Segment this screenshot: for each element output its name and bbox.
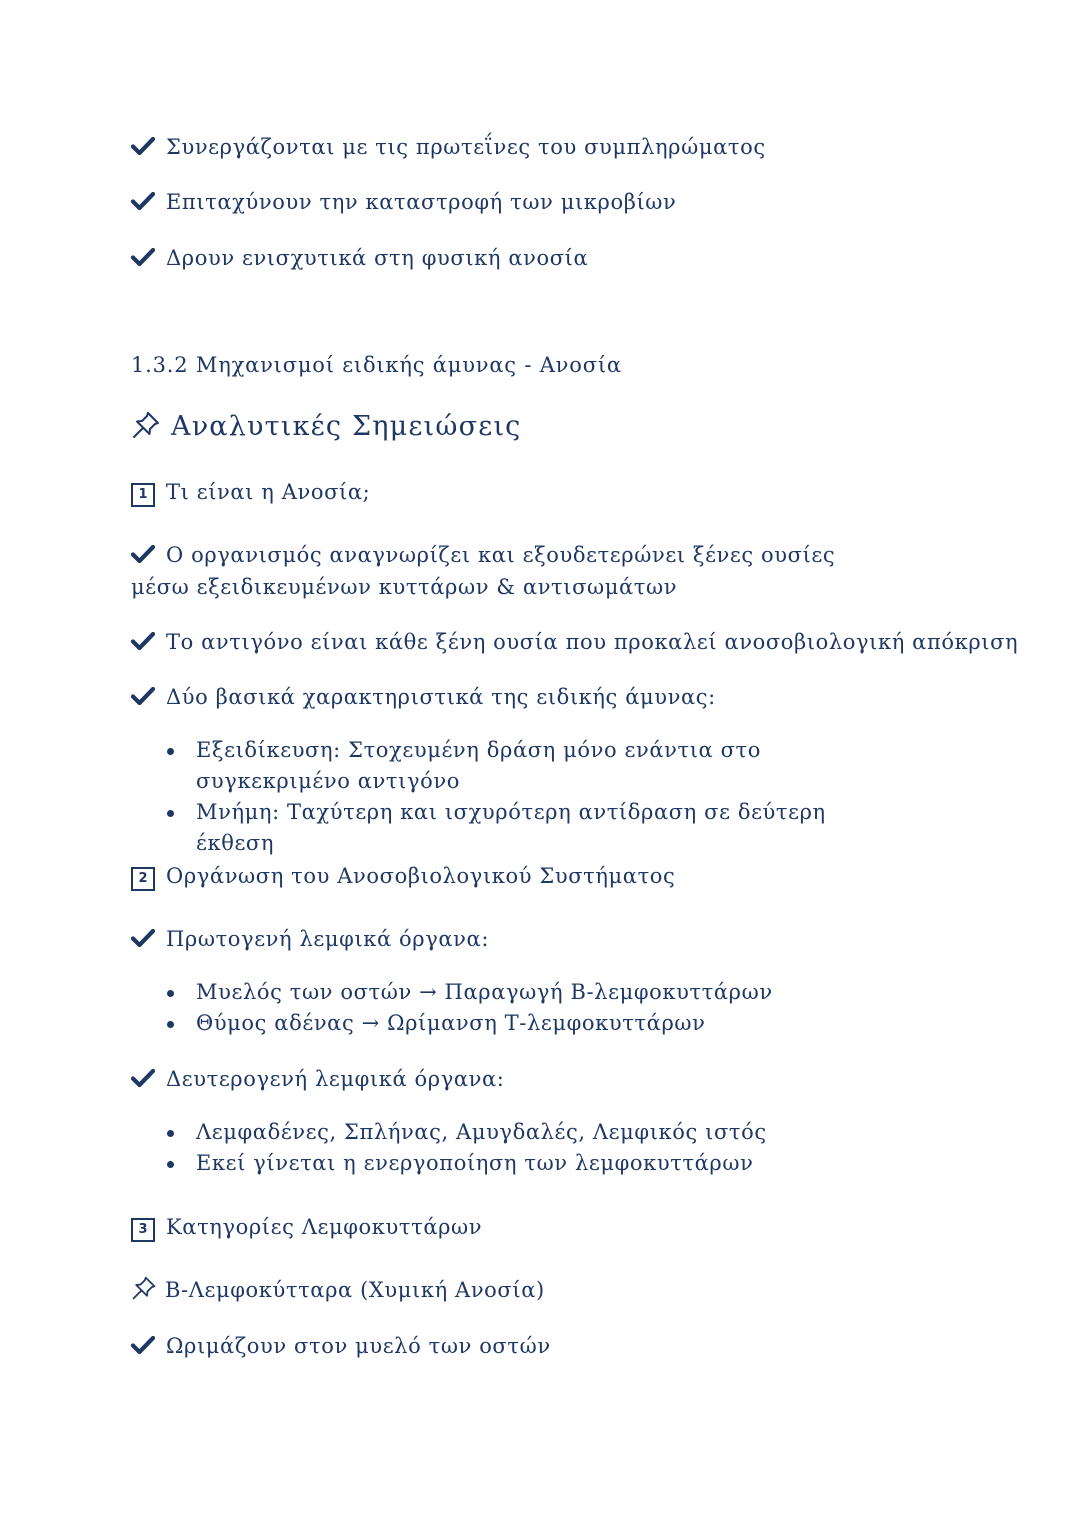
check-mark-icon: [131, 631, 155, 651]
check-item: Πρωτογενή λεμφικά όργανα:: [131, 923, 1020, 955]
list-item: Θύμος αδένας → Ωρίμανση Τ-λεμφοκυττάρων: [160, 1008, 880, 1039]
pushpin-icon: [131, 1275, 157, 1301]
keycap-number-icon: 2: [131, 867, 155, 891]
list-item: Μνήμη: Ταχύτερη και ισχυρότερη αντίδραση σε δεύτερη έκθεση: [160, 797, 880, 859]
keycap-number-icon: 1: [131, 483, 155, 507]
check-mark-icon: [131, 928, 155, 948]
check-item: Δύο βασικά χαρακτηριστικά της ειδικής άμυνας:: [131, 681, 1020, 713]
check-item: Ωριμάζουν στον μυελό των οστών: [131, 1330, 1020, 1362]
check-mark-icon: [131, 247, 155, 267]
list-item: Μυελός των οστών → Παραγωγή Β-λεμφοκυττάρων: [160, 977, 880, 1008]
check-item: Επιταχύνουν την καταστροφή των μικροβίων: [131, 186, 1020, 218]
bullet-list: [160, 977, 880, 1039]
part2-title: 2 Οργάνωση του Ανοσοβιολογικού Συστήματος: [131, 860, 1020, 892]
list-item: Εξειδίκευση: Στοχευμένη δράση μόνο ενάντια στο συγκεκριμένο αντιγόνο: [160, 735, 880, 797]
list-item: Λεμφαδένες, Σπλήνας, Αμυγδαλές, Λεμφικός ιστός: [160, 1117, 880, 1148]
check-mark-icon: [131, 686, 155, 706]
part3-title: 3 Κατηγορίες Λεμφοκυττάρων: [131, 1211, 1020, 1243]
section-title: 1.3.2 Μηχανισμοί ειδικής άμυνας - Ανοσία: [131, 353, 622, 377]
bullet-list: [160, 1117, 880, 1179]
check-mark-icon: [131, 1068, 155, 1088]
notes-heading: Αναλυτικές Σημειώσεις: [131, 408, 1020, 446]
check-mark-icon: [131, 191, 155, 211]
check-mark-icon: [131, 544, 155, 564]
check-item: Το αντιγόνο είναι κάθε ξένη ουσία που προκαλεί ανοσοβιολογική απόκριση: [131, 626, 1020, 658]
bullet-list: [160, 735, 880, 859]
check-item: Συνεργάζονται με τις πρωτεΐνες του συμπληρώματος: [131, 131, 1020, 163]
check-item: Δευτερογενή λεμφικά όργανα:: [131, 1063, 1020, 1095]
keycap-number-icon: 3: [131, 1218, 155, 1242]
part1-title: 1 Τι είναι η Ανοσία;: [131, 476, 1020, 508]
list-item: Εκεί γίνεται η ενεργοποίηση των λεμφοκυττάρων: [160, 1148, 880, 1179]
check-mark-icon: [131, 136, 155, 156]
check-mark-icon: [131, 1335, 155, 1355]
pushpin-icon: [131, 410, 161, 440]
b-cells-heading: Β-Λεμφοκύτταρα (Χυμική Ανοσία): [131, 1274, 1020, 1306]
check-item: Ο οργανισμός αναγνωρίζει και εξουδετερώνει ξένες ουσίες μέσω εξειδικευμένων κυττάρων & αντισωμάτων: [131, 543, 836, 599]
check-item: Δρουν ενισχυτικά στη φυσική ανοσία: [131, 242, 1020, 274]
